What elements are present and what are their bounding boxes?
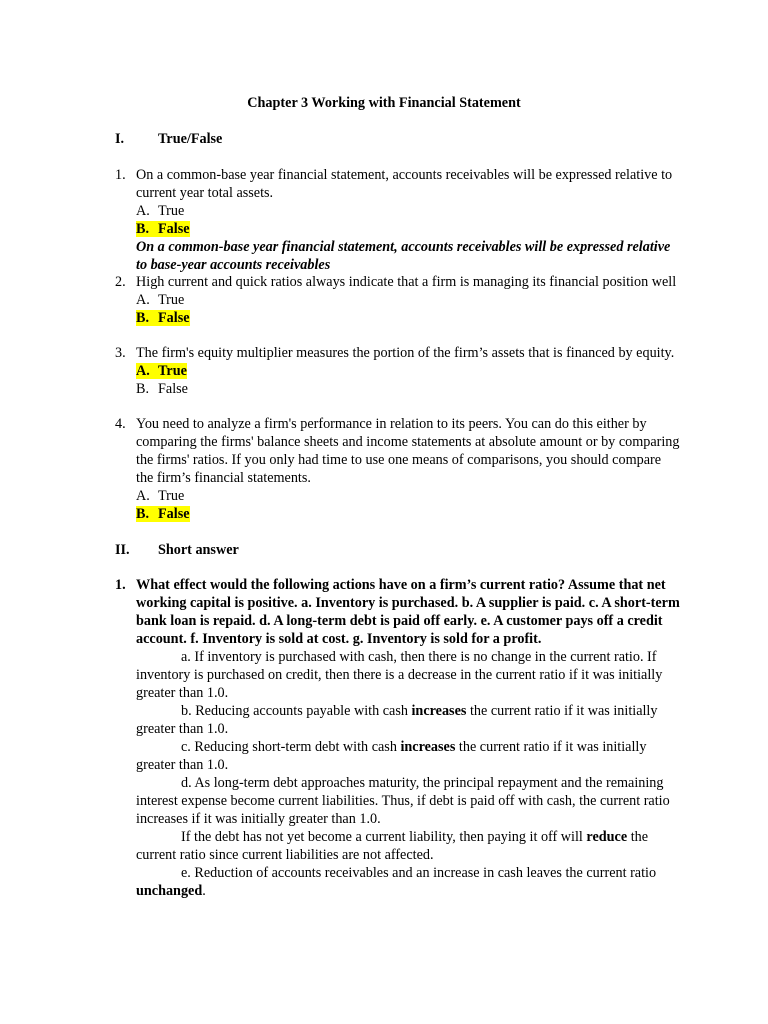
question-4 — [115, 415, 680, 523]
highlighted-answer: A. True — [136, 363, 187, 379]
question-number: 2. — [115, 274, 126, 290]
question-number: 1. — [115, 167, 126, 183]
answer-d-continued: If the debt has not yet become a current liability, then paying it off will reduce the current ratio since current liabilities are not affected. — [136, 829, 649, 863]
answer-b: b. Reducing accounts payable with cash increases the current ratio if it was initially greater than 1.0. — [136, 703, 658, 737]
question-number: 1. — [115, 577, 126, 593]
option-b — [136, 309, 680, 327]
question-text: High current and quick ratios always indicate that a firm is managing its financial position well — [136, 274, 677, 290]
section-number: II. — [115, 542, 130, 558]
question-2 — [115, 273, 680, 327]
option-a: A. True — [136, 203, 185, 219]
section-label: Short answer — [158, 542, 239, 558]
section-heading-true-false — [115, 130, 222, 148]
question-text: On a common-base year financial statement, accounts receivables will be expressed relative to current year total assets. — [136, 167, 673, 201]
highlighted-answer: B. False — [136, 221, 190, 237]
document-title: Chapter 3 Working with Financial Statement — [247, 95, 521, 111]
question-number: 3. — [115, 345, 126, 361]
section-heading-short-answer — [115, 541, 239, 559]
section-number: I. — [115, 131, 125, 147]
question-1 — [115, 166, 680, 274]
option-b: B. False — [136, 381, 188, 397]
option-a — [136, 362, 680, 380]
answer-d: d. As long-term debt approaches maturity, the principal repayment and the remaining interest expense become current liabilities. Thus, if debt is paid off with cash, the current ratio increases if it was initially greater than 1.0. — [136, 775, 670, 827]
question-text: What effect would the following actions have on a firm’s current ratio? Assume that net working capital is positive. a. Inventory is purchased. b. A supplier is paid. c. A short-term bank loan is repaid. d. A long-term debt is paid off early. e. A customer pays off a credit account. f. Inventory is sold at cost. g. Inventory is sold for a profit. — [136, 577, 680, 647]
short-answer-1 — [115, 576, 680, 900]
question-text: The firm's equity multiplier measures the portion of the firm’s assets that is financed by equity. — [136, 345, 675, 361]
option-b — [136, 220, 680, 238]
question-text: You need to analyze a firm's performance in relation to its peers. You can do this either by comparing the firms' balance sheets and income statements at absolute amount or by comparing the firms' ratios. If you only had time to use one means of comparisons, you should compare the firm’s financial statements. — [136, 416, 680, 486]
answer-explanation: On a common-base year financial statement, accounts receivables will be expressed relative to base-year accounts receivables — [136, 239, 671, 273]
answer-c: c. Reducing short-term debt with cash increases the current ratio if it was initially greater than 1.0. — [136, 739, 647, 773]
question-number: 4. — [115, 416, 126, 432]
answer-a: a. If inventory is purchased with cash, then there is no change in the current ratio. If inventory is purchased on credit, then there is a decrease in the current ratio if it was initially greater than 1.0. — [136, 649, 663, 701]
option-a: A. True — [136, 488, 185, 504]
answer-e: e. Reduction of accounts receivables and an increase in cash leaves the current ratio unchanged. — [136, 865, 657, 899]
highlighted-answer: B. False — [136, 310, 190, 326]
highlighted-answer: B. False — [136, 506, 190, 522]
question-3 — [115, 344, 680, 398]
option-b — [136, 505, 680, 523]
option-a: A. True — [136, 292, 185, 308]
section-label: True/False — [158, 131, 223, 147]
